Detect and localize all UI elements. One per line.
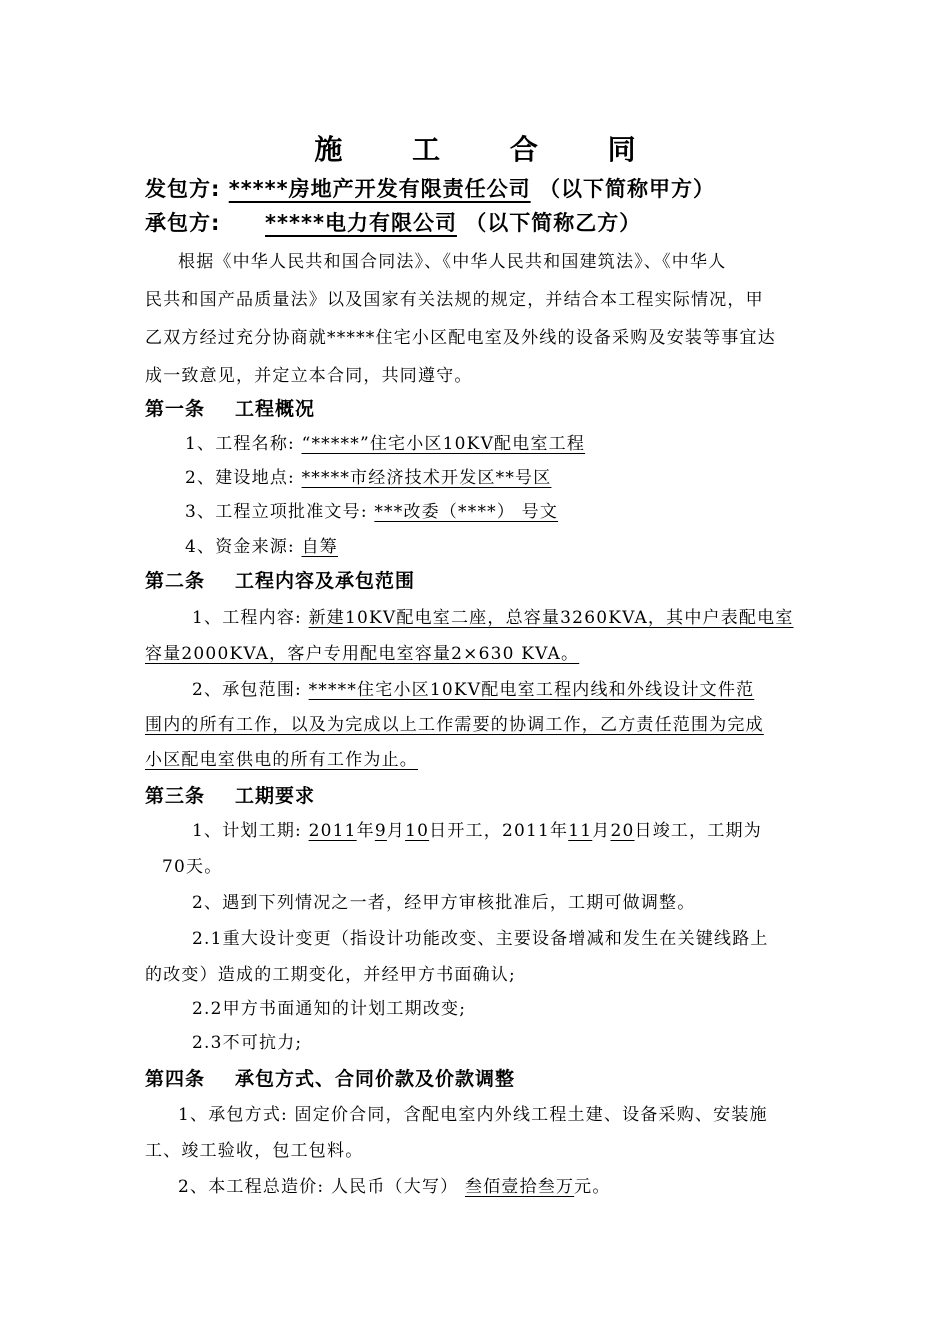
article-2-title: 工程内容及承包范围 [235,570,416,592]
builder-note: （以下简称乙方） [465,211,642,235]
end-year-unit: 年 [550,821,569,841]
total-price-line [178,1175,611,1199]
end-month-unit: 月 [592,821,611,841]
end-year: 2011 [501,821,551,841]
article-3-title: 工期要求 [235,785,316,807]
schedule-duration: 70天。 [162,857,223,877]
intro-line-2: 民共和国产品质量法》以及国家有关法规的规定，并结合本工程实际情况，甲 [145,290,764,310]
contractor-note: （以下简称甲方） [538,177,715,201]
article-4-number: 第四条 [145,1068,206,1090]
article-2-heading [145,568,415,594]
end-month: 11 [568,821,593,841]
contractor-line [145,174,715,204]
work-content-line-1 [192,606,794,630]
site-item [185,466,551,490]
total-price-label: 2、本工程总造价: 人民币（大写） [178,1177,459,1197]
approval-label: 3、工程立项批准文号: [185,502,368,522]
funding-label: 4、资金来源: [185,537,295,557]
builder-label: 承包方: [145,211,221,235]
scope-label: 2、承包范围: [192,680,302,700]
article-3-number: 第三条 [145,785,206,807]
article-2-number: 第二条 [145,570,206,592]
article-4-title: 承包方式、合同价款及价款调整 [235,1068,516,1090]
document-title: 施 工 合 同 [314,133,666,166]
clause-2-1-line-1: 2.1重大设计变更（指设计功能改变、主要设备增减和发生在关键线路上 [192,929,769,949]
funding-value: 自筹 [301,537,338,557]
scope-line-3: 小区配电室供电的所有工作为止。 [145,750,418,770]
start-day: 10 [405,821,430,841]
funding-item [185,535,338,559]
end-text: 日竣工，工期为 [634,821,762,841]
article-1-title: 工程概况 [235,398,316,420]
contractor-label: 发包方: [145,177,221,201]
approval-value: ***改委（****） 号文 [374,502,559,522]
article-1-number: 第一条 [145,398,206,420]
start-year: 2011 [308,821,357,841]
start-text: 日开工， [429,821,502,841]
total-price-unit: 元。 [574,1177,611,1197]
intro-line-3: 乙双方经过充分协商就*****住宅小区配电室及外线的设备采购及安装等事宜达 [145,328,776,348]
article-4-heading [145,1066,515,1092]
project-name-item [185,432,585,456]
intro-line-1: 根据《中华人民共和国合同法》、《中华人民共和国建筑法》、《中华人 [178,252,727,272]
adjustment-clause: 2、遇到下列情况之一者，经甲方审核批准后，工期可做调整。 [192,893,696,913]
schedule-label: 1、计划工期: [192,821,302,841]
site-value: *****市经济技术开发区**号区 [301,468,552,488]
site-label: 2、建设地点: [185,468,295,488]
work-content-value-1: 新建10KV配电室二座，总容量3260KVA，其中户表配电室 [308,608,794,628]
total-price-amount: 叁佰壹拾叁万 [464,1177,575,1197]
end-day: 20 [610,821,635,841]
article-1-heading [145,396,315,422]
builder-name: *****电力有限公司 [265,211,457,235]
contractor-name: *****房地产开发有限责任公司 [228,177,531,201]
clause-2-3: 2.3不可抗力; [192,1033,303,1053]
intro-line-4: 成一致意见，并定立本合同，共同遵守。 [145,366,473,386]
project-name-value: “*****”住宅小区10KV配电室工程 [301,434,586,454]
start-month: 9 [374,821,387,841]
work-content-line-2: 容量2000KVA，客户专用配电室容量2×630 KVA。 [145,644,580,664]
contract-method-line-1: 1、承包方式: 固定价合同，含配电室内外线工程土建、设备采购、安装施 [178,1105,768,1125]
approval-item [185,500,558,524]
schedule-line [192,819,762,843]
scope-line-1 [192,678,754,702]
project-name-label: 1、工程名称: [185,434,295,454]
article-3-heading [145,783,315,809]
builder-line [145,208,641,238]
clause-2-2: 2.2甲方书面通知的计划工期改变; [192,999,467,1019]
clause-2-1-line-2: 的改变）造成的工期变化，并经甲方书面确认; [145,965,516,985]
start-month-unit: 月 [386,821,406,841]
contract-method-line-2: 工、竣工验收，包工包料。 [145,1141,364,1161]
work-content-label: 1、工程内容: [192,608,302,628]
start-year-unit: 年 [356,821,375,841]
scope-line-2: 围内的所有工作，以及为完成以上工作需要的协调工作，乙方责任范围为完成 [145,715,764,735]
scope-value-1: *****住宅小区10KV配电室工程内线和外线设计文件范 [308,680,755,700]
